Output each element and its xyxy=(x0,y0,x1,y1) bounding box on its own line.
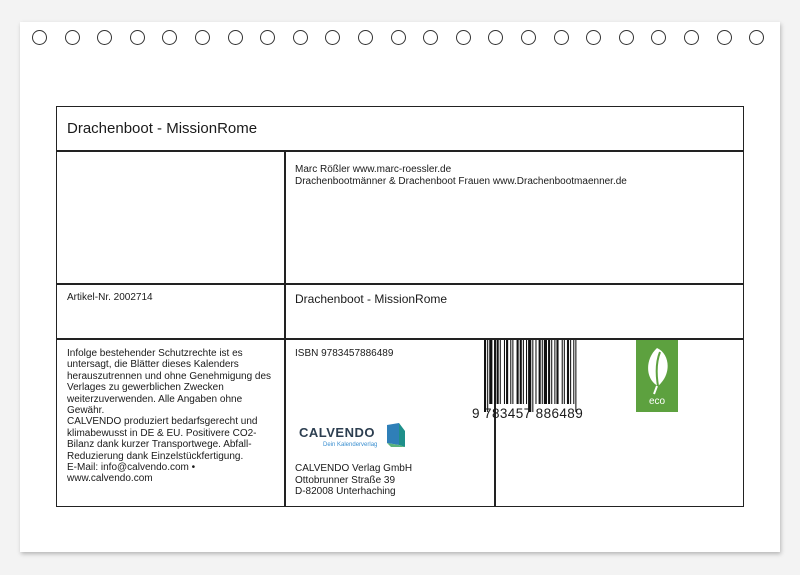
address-line: CALVENDO Verlag GmbH xyxy=(295,463,413,474)
barcode-bar xyxy=(562,340,563,404)
barcode-bar xyxy=(567,340,569,404)
barcode-bar xyxy=(539,340,541,404)
barcode-bar xyxy=(506,340,508,404)
calendar-subtitle: Drachenboot - MissionRome xyxy=(295,292,448,306)
legal-notice xyxy=(67,348,287,485)
barcode-bar xyxy=(517,340,519,404)
binding-ring xyxy=(423,30,438,45)
binding-ring xyxy=(749,30,764,45)
legal-line: Reduzierung dank Einzelstückfertigung. xyxy=(67,450,244,462)
binding-ring xyxy=(358,30,373,45)
legal-line: CALVENDO produziert bedarfsgerecht und xyxy=(67,416,258,428)
binding-ring xyxy=(325,30,340,45)
photo-credits xyxy=(295,164,627,188)
address-line: Ottobrunner Straße 39 xyxy=(295,474,396,486)
calvendo-flag-logo-icon xyxy=(383,421,411,449)
credits-line: Marc Rößler www.marc-roessler.de xyxy=(295,164,452,175)
binding-ring xyxy=(228,30,243,45)
barcode-bar xyxy=(548,340,550,404)
binding-ring xyxy=(130,30,145,45)
binding-ring xyxy=(521,30,536,45)
eco-badge xyxy=(636,340,678,412)
binding-ring xyxy=(32,30,47,45)
logo-tagline: Dein Kalenderverlag xyxy=(323,442,378,448)
barcode-bar xyxy=(528,340,531,412)
logo-brand: CALVENDO xyxy=(299,425,375,440)
credits-line: Drachenbootmänner & Drachenboot Frauen www.Drachenbootmaenner.de xyxy=(295,176,627,187)
barcode-bar xyxy=(551,340,552,404)
barcode-bar xyxy=(532,340,533,412)
binding-ring xyxy=(554,30,569,45)
legal-line: Bilanz dank kurzer Transportwege. Abfall- xyxy=(67,439,252,451)
binding-ring xyxy=(586,30,601,45)
leaf-icon xyxy=(636,340,678,396)
article-number: Artikel-Nr. 2002714 xyxy=(67,292,153,303)
barcode-digits: 9 783457 886489 xyxy=(472,406,584,421)
barcode-bar xyxy=(487,340,488,412)
binding-ring xyxy=(717,30,732,45)
barcode-bar xyxy=(542,340,543,404)
legal-line: Gewähr. xyxy=(67,405,105,417)
barcode-bar xyxy=(564,340,565,404)
binding-ring xyxy=(684,30,699,45)
binding-ring xyxy=(619,30,634,45)
legal-line: untersagt, die Blätter dieses Kalenders xyxy=(67,359,239,371)
publisher-address xyxy=(295,463,412,498)
legal-line: Verlages zu gewerblichen Zwecken xyxy=(67,382,224,394)
barcode-bar xyxy=(484,340,486,412)
barcode-bar xyxy=(497,340,499,404)
barcode-bar xyxy=(575,340,576,412)
barcode-bar xyxy=(504,340,505,404)
calendar-title: Drachenboot - MissionRome xyxy=(67,120,258,137)
isbn: ISBN 9783457886489 xyxy=(295,348,394,359)
calvendo-logo xyxy=(299,419,419,453)
barcode-bar xyxy=(520,340,522,404)
barcode-bar xyxy=(526,340,527,404)
barcode-bar xyxy=(535,340,536,404)
binding-ring xyxy=(391,30,406,45)
binding-ring xyxy=(162,30,177,45)
contact-website: www.calvendo.com xyxy=(67,473,153,485)
barcode-bar xyxy=(573,340,574,404)
barcode-bar xyxy=(556,340,558,404)
barcode-bar xyxy=(495,340,496,404)
binding-ring xyxy=(456,30,471,45)
eco-label: eco xyxy=(648,396,666,407)
binding-ring xyxy=(293,30,308,45)
binding-ring xyxy=(97,30,112,45)
barcode-bar xyxy=(523,340,524,404)
barcode-bar xyxy=(544,340,547,404)
contact-email: E-Mail: info@calvendo.com • xyxy=(67,462,196,474)
barcode-bar xyxy=(489,340,492,404)
legal-line: Infolge bestehender Schutzrechte ist es xyxy=(67,348,243,359)
binding-ring xyxy=(488,30,503,45)
legal-line: klimabewusst in DE & EU. Positivere CO2- xyxy=(67,427,257,439)
binding-ring xyxy=(651,30,666,45)
address-line: D-82008 Unterhaching xyxy=(295,486,396,497)
legal-line: herauszutrennen und ohne Genehmigung des xyxy=(67,370,272,382)
barcode-bar xyxy=(554,340,555,404)
barcode-bar xyxy=(512,340,513,404)
info-frame xyxy=(56,106,744,507)
binding-ring xyxy=(65,30,80,45)
barcode-bar xyxy=(570,340,571,404)
barcode-bar xyxy=(510,340,511,404)
binding-ring xyxy=(260,30,275,45)
binding-ring xyxy=(195,30,210,45)
calendar-back-page xyxy=(20,22,780,552)
legal-line: weiterzuverwenden. Alle Angaben ohne xyxy=(67,393,243,405)
binding-rings xyxy=(20,30,780,50)
barcode-bar xyxy=(500,340,501,404)
